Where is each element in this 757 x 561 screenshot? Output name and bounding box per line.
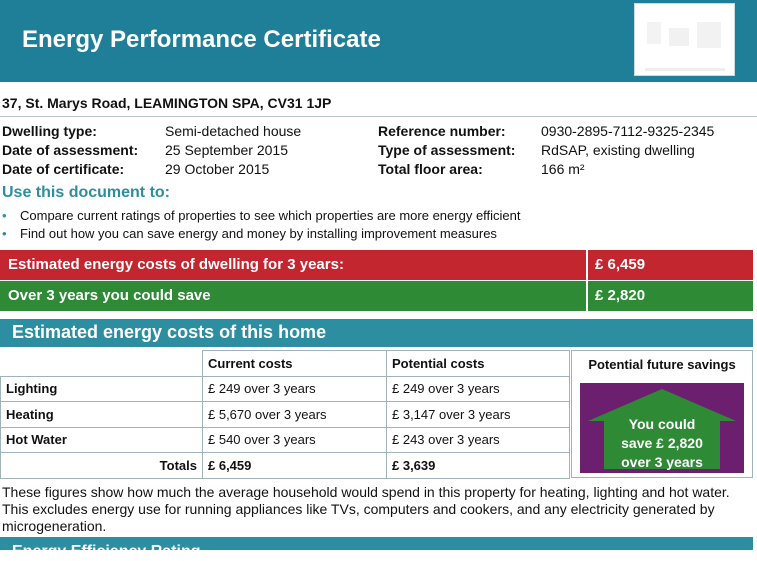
estimated-costs-bar <box>0 250 753 280</box>
list-item: • Compare current ratings of properties to see which properties are more energy efficient <box>2 208 521 223</box>
current-cost-cell: £ 5,670 over 3 years <box>203 402 387 428</box>
costs-table <box>0 350 570 479</box>
bullet-icon: • <box>2 226 7 241</box>
row-label: Lighting <box>1 376 203 402</box>
efficiency-rating-title: Energy Efficiency Rating <box>12 543 201 560</box>
costs-footnote: These figures show how much the average household would spend in this property for heating, lighting and hot water. This excludes energy use for running appliances like TVs, computers and cookers, and any electricity generated by microgeneration. <box>2 484 730 534</box>
government-crest-icon <box>634 3 735 76</box>
date-of-assessment-label: Date of assessment: <box>2 142 139 158</box>
date-of-assessment-value: 25 September 2015 <box>165 142 288 158</box>
potential-savings-title: Potential future savings <box>588 357 736 372</box>
potential-savings-panel <box>571 350 753 478</box>
table-row <box>1 402 570 428</box>
divider <box>0 116 757 117</box>
table-row <box>1 376 570 402</box>
current-cost-cell: £ 540 over 3 years <box>203 427 387 453</box>
header-bar <box>0 0 757 82</box>
row-label: Heating <box>1 402 203 428</box>
list-item: • Find out how you can save energy and money by installing improvement measures <box>2 226 497 241</box>
date-of-certificate-label: Date of certificate: <box>2 161 125 177</box>
dwelling-type-label: Dwelling type: <box>2 123 97 139</box>
row-label: Hot Water <box>1 427 203 453</box>
table-header-row <box>1 351 570 377</box>
potential-costs-header: Potential costs <box>387 351 570 377</box>
property-address: 37, St. Marys Road, LEAMINGTON SPA, CV31 1JP <box>2 95 332 111</box>
totals-label: Totals <box>1 453 203 479</box>
bullet-icon: • <box>2 208 7 223</box>
estimated-costs-label: Estimated energy costs of dwelling for 3 years: <box>8 256 344 273</box>
type-of-assessment-value: RdSAP, existing dwelling <box>541 142 695 158</box>
dwelling-type-value: Semi-detached house <box>165 123 302 139</box>
efficiency-rating-section-header <box>0 537 753 560</box>
potential-cost-cell: £ 3,147 over 3 years <box>387 402 570 428</box>
estimated-costs-value: £ 6,459 <box>595 256 646 273</box>
total-floor-area-label: Total floor area: <box>378 161 483 177</box>
could-save-value: £ 2,820 <box>595 287 646 304</box>
costs-section-title: Estimated energy costs of this home <box>12 322 327 342</box>
total-floor-area-value: 166 m² <box>541 161 585 177</box>
potential-cost-cell: £ 243 over 3 years <box>387 427 570 453</box>
totals-row <box>1 453 570 479</box>
page-title: Energy Performance Certificate <box>22 26 381 53</box>
could-save-label: Over 3 years you could save <box>8 287 211 304</box>
current-total: £ 6,459 <box>203 453 387 479</box>
date-of-certificate-value: 29 October 2015 <box>165 161 270 177</box>
use-document-title: Use this document to: <box>2 184 171 201</box>
potential-cost-cell: £ 249 over 3 years <box>387 376 570 402</box>
savings-message: You could save £ 2,820 over 3 years <box>621 416 703 470</box>
reference-number-label: Reference number: <box>378 123 506 139</box>
table-row <box>1 427 570 453</box>
current-cost-cell: £ 249 over 3 years <box>203 376 387 402</box>
could-save-bar <box>0 281 753 311</box>
current-costs-header: Current costs <box>203 351 387 377</box>
potential-total: £ 3,639 <box>387 453 570 479</box>
costs-section-header <box>0 319 753 347</box>
reference-number-value: 0930-2895-7112-9325-2345 <box>541 123 715 139</box>
type-of-assessment-label: Type of assessment: <box>378 142 516 158</box>
